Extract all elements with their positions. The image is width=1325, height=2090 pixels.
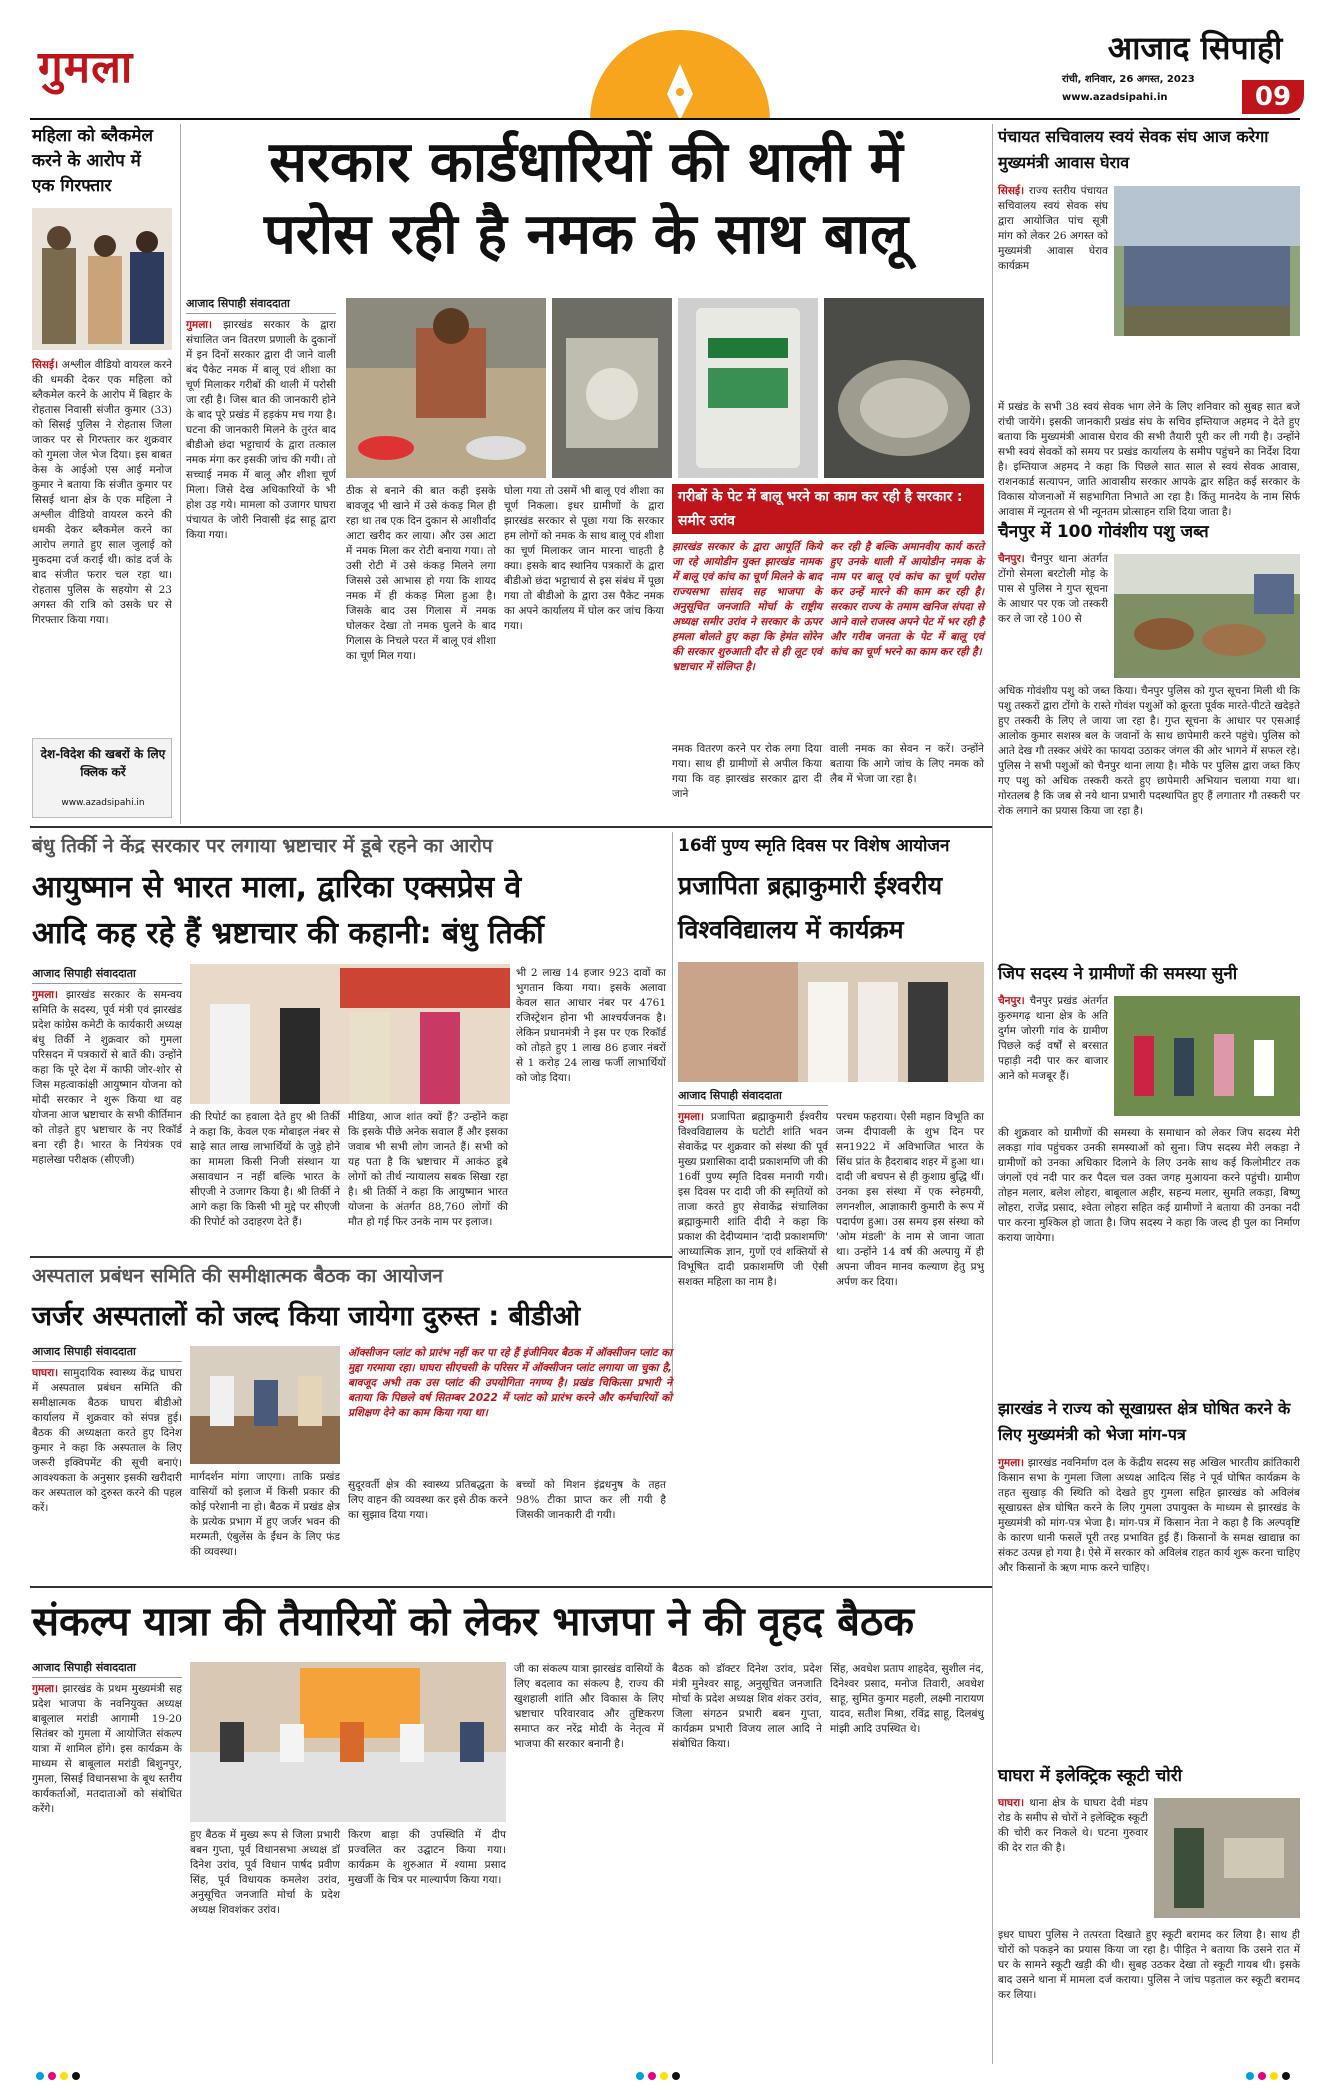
left-brief-body: सिसई। अश्लील वीडियो वायरल करने की धमकी देकर एक महिला को ब्लैकमेल करने के आरोप में बिहार के रोहतास निवासी संजीत कुमार (33) को सिसई पुलिस ने रोहतास जिला जाकर पर से गिरफ्तार कर शुक्रवार को गुमला जेल भेज दिया। इस बाबत केस के आईओ एस आई मनोज कुमार ने बताया कि संजीत कुमार पर सिसई थाना क्षेत्र के एक महिला ने अश्लील वीडियो वायरल करने की धमकी देकर ब्लैकमेल करने का आरोप लगाते हुए साल जुलाई को मुकदमा दर्ज कराई थी। कांड दर्ज के बाद संजीत फरार चल रहा था। रोहतास पुलिस के सहयोग से 23 अगस्त की रात्रि को उसके घर से गिरफ्तार किया गया। <box>32 359 172 626</box>
police-station-photo <box>1154 1798 1300 1918</box>
right5-body-full: इधर घाघरा पुलिस ने तत्परता दिखाते हुए स्कूटी बरामद कर लिया है। साथ ही चोरों को पकड़ने का प्रयास किया जा रहा है। पीड़ित ने बताया कि उसने रात में घर के सामने स्कूटी खड़ी की थी। सुबह उठकर देखा तो स्कूटी गायब थी। इसके बाद उसने थाना में मामला दर्ज कराया। पुलिस ने जांच पड़ताल कर स्कूटी बरामद कर लिया। <box>998 1929 1300 2001</box>
right3-body-col1: चैनपुर। चैनपुर प्रखंड अंतर्गत कुरुमगढ़ थाना क्षेत्र के अति दुर्गम जोरगी गांव के ग्रामीण पिछले कई वर्षों से बरसात पहाड़ी नदी पार कर बाजार आने को मजबूर हैं। <box>998 995 1108 1082</box>
story2-headline-line2: आदि कह रहे हैं भ्रष्टाचार की कहानी: बंधु तिर्की <box>32 916 544 951</box>
dateline: रांची, शनिवार, 26 अगस्त, 2023 <box>1062 74 1195 85</box>
story4-byline: आजाद सिपाही संवाददाता <box>32 1344 182 1362</box>
lead-headline-line2: परोस रही है नमक के साथ बालू <box>263 202 909 267</box>
lead-body-col3: घोला गया तो उसमें भी बालू एवं शीशा का चूर्ण निकला। इधर ग्रामीणों के द्वारा झारखंड सरकार से पूछा गया कि सरकार हम लोगों को नमक के साथ बालू एवं शीशा का चूर्ण मिलाकर जान मारना चाहती है क्या। इसके बाद स्थानिय पत्रकारों के द्वारा बीडीओ छंदा भट्टाचार्य से इस संबंध में पूछा गया तो बीडीओ के द्वारा उस पैकेट नमक का अपने कार्यालय में घोल कर जांच किया गया। <box>504 485 664 632</box>
story4-kicker: अस्पताल प्रबंधन समिति की समीक्षात्मक बैठक का आयोजन <box>32 1265 443 1287</box>
story5-body-col4: जी का संकल्प यात्रा झारखंड वासियों के लिए बदलाव का संकल्प है, राज्य की खुशहाली शांति और विकास के लिए भ्रष्टाचार परिवारवाद और तुष्टिकरण समाप्त कर नरेंद्र मोदी के नेतृत्व में भाजपा की सरकार बनानी है। <box>514 1663 664 1750</box>
website-link[interactable]: www.azadsipahi.in <box>1062 92 1168 103</box>
brahmakumari-event-photo <box>678 962 984 1082</box>
story5-headline: संकल्प यात्रा की तैयारियों को लेकर भाजपा ने की वृहद बैठक <box>32 1599 914 1645</box>
story2-body-col1: गुमला। झारखंड सरकार के समन्वय समिति के सदस्य, पूर्व मंत्री एवं झारखंड प्रदेश कांग्रेस कमेटी के कार्यकारी अध्यक्ष बंधु तिर्की ने शुक्रवार को गुमला परिसदन में पत्रकारों से बातें की। उन्होंने कहा कि पूरे देश में काफी जोर-शोर से जिस महत्वाकांक्षी आयुष्मान योजना को मोदी सरकार ने शुरू किया था वह योजना आज भ्रष्टाचार के सभी कीर्तिमान को तोड़ते हुए भ्रष्टाचार के नए रिकॉर्ड बना रही है। भारत के नियंत्रक एवं महालेखा परीक्षक (सीएजी) <box>32 989 182 1166</box>
web-ad-box[interactable] <box>32 738 172 818</box>
sand-in-salt-photo <box>824 298 984 478</box>
pen-nib-sun-logo-icon <box>585 46 775 120</box>
hospital-meeting-photo <box>190 1346 340 1464</box>
right3-headline: जिप सदस्य ने ग्रामीणों की समस्या सुनी <box>998 964 1238 984</box>
story2-body-col3: मीडिया, आज शांत क्यों हैं? उन्होंने कहा कि इसके पीछे अनेक सवाल हैं और इसका जवाब भी सभी लोग जानते हैं। सभी को यह पता है कि भ्रष्टाचार में आकंठ डूबे लोगों को तीर्थ न्यायालय सबक सिखा रहा है। श्री तिर्की ने कहा कि आयुष्मान भारत योजना के अंतर्गत 88,760 लोगों की मौत हो गई फिर उनके नाम पर इलाज। <box>348 1111 508 1228</box>
story2-byline: आजाद सिपाही संवाददाता <box>32 966 182 984</box>
press-conference-photo <box>190 964 510 1104</box>
oxygen-plant-callout: ऑक्सीजन प्लांट को प्रारंभ नहीं कर पा रहे हैं इंजीनियर बैठक में ऑक्सीजन प्लांट का मुद्दा गरमाया रहा। घाघरा सीएचसी के परिसर में ऑक्सीजन प्लांट लगाया जा चुका है, बावजूद अभी तक उस प्लांट की उपयोगिता नगण्य है। प्रखंड चिकित्सा प्रभारी ने बताया कि पिछले वर्ष सितम्बर 2022 में प्लांट को प्रारंभ करने और कर्मचारियों को प्रशिक्षण देने का काम किया गया था। <box>348 1347 672 1419</box>
right1-headline: पंचायत सचिवालय स्वयं सेवक संघ आज करेगा मुख्यमंत्री आवास घेराव <box>998 127 1269 172</box>
right4-body: गुमला। झारखंड नवनिर्माण दल के केंद्रीय सदस्य सह अखिल भारतीय क्रांतिकारी किसान सभा के गुमला जिला अध्यक्ष आदित्य सिंह ने पूर्व घोषित कार्यक्रम के तहत सुखाड़ की स्थिति को देखते हुए गुमला सहित झारखंड को अविलंब सूखाग्रस्त क्षेत्र घोषित करने के लिए गुमला उपायुक्त के माध्यम से झारखंड के मुख्यमंत्री को मांग-पत्र भेजा है। मांग-पत्र में किसान नेता ने कहा है कि अल्पवृष्टि के कारण धानी फसलें पूरी तरह प्रभावित हुई हैं। किसानों के समक्ष खाद्यान्न का संकट उत्पन्न हो गया है। ऐसे में सरकार को अविलंब राहत कार्य शुरू करना चाहिए और किसानों के ऋण माफ करने चाहिए। <box>998 1457 1300 1574</box>
iodized-salt-pack-photo <box>678 298 818 478</box>
salt-packet-photo <box>552 298 672 478</box>
lead-tail-col2: वाली नमक का सेवन न करें। उन्होंने बताया कि आगे जांच के लिए नमक को लैब में भेजा जा रहा है। <box>830 743 984 785</box>
arrest-photo <box>32 208 172 350</box>
right1-body-full: में प्रखंड के सभी 38 स्वयं सेवक भाग लेने के लिए शनिवार को सुबह सात बजे रांची जायेंगे। इसकी जानकारी प्रखंड संघ के सचिव इम्तियाज अहमद ने देते हुए बताया कि मुख्यमंत्री आवास घेराव की सभी तैयारी पूरी कर ली गयी है। उन्होंने सभी स्वयं सेवकों को समय पर प्रखंड कार्यालय के समीप पहुंचने का निर्देश दिया है। इम्तियाज अहमद ने कहा कि पिछले सात साल से स्वयं सेवक आवास, राशनकार्ड सत्यापन, जाति आवासीय सरकार आपके द्वार सहित कई सरकार के विकास योजनाओं में सहभागिता निभाते आ रहा है। किंतु मानदेय के नाम सिर्फ आवास में न्यूनतम से भी न्यूनतम प्रोत्साहन राशि दिया जाता है। <box>998 401 1300 518</box>
lead-photo-caption: गरीबों के पेट में बालू भरने का काम कर रही है सरकार : समीर उरांव <box>672 484 984 534</box>
lead-body-col2: ठीक से बनाने की बात कही इसके बावजूद भी खाने में उसे कंकड़ मिल ही रहा था तब एक दिन दुकान से आशीर्वाद आटा खरीद कर लाया। और उस आटा में नमक मिला कर रोटी बनाया गया। तो उसी रोटी में उसे कंकड़ मिलने लगा जिससे उसे आभास हो गया कि शायद नमक में ही कंकड़ मिला हुआ है। जिसके बाद उस गिलास में नमक घोलकर देखा तो नमक घुलने के बाद गिलास के निचले परत में बालू एवं शीशा का चूर्ण मिल गया। <box>346 485 496 662</box>
story3-byline: आजाद सिपाही संवाददाता <box>678 1088 828 1106</box>
color-registration-marks <box>0 2066 1325 2086</box>
story4-body-col2: मार्गदर्शन मांगा जाएगा। ताकि प्रखंड वासियों को इलाज में किसी प्रकार की कोई परेशानी ना हो। बैठक में प्रखंड क्षेत्र के प्रत्येक प्रभाग में हुए जर्जर भवन की मरम्मती, एंबुलेंस के ईंधन के लिए फंड की व्यवस्था। <box>190 1471 340 1558</box>
right4-headline: झारखंड ने राज्य को सूखाग्रस्त क्षेत्र घोषित करने के लिए मुख्यमंत्री को भेजा मांग-पत्र <box>998 1399 1291 1444</box>
story5-body-col5: बैठक को डॉक्टर दिनेश उरांव, प्रदेश मंत्री मुनेश्वर साहू, अनुसूचित जनजाति मोर्चा के प्रदेश अध्यक्ष शिव शंकर उरांव, जिला संगठन प्रभारी बबन गुप्ता, कार्यक्रम प्रभारी विजय लाल आदि ने संबोधित किया। <box>672 1663 822 1750</box>
story3-kicker: 16वीं पुण्य स्मृति दिवस पर विशेष आयोजन <box>678 836 950 856</box>
lead-quote-col1: झारखंड सरकार के द्वारा आपूर्ति किये जा रहे आयोडीन युक्त झारखंड नामक में बालू एवं कांच का चूर्ण मिलने के बाद राज्यसभा सांसद सह भाजपा के अनुसूचित जनजाति मोर्चा के राष्ट्रीय अध्यक्ष समीर उरांव ने सरकार के ऊपर हमला बोलते हुए कहा कि हेमंत सोरेन की सरकार शुरुआती दौर से ही लूट एवं भ्रष्टाचार में संलिप्त है। <box>672 541 822 673</box>
story3-body-col1: गुमला। प्रजापिता ब्रह्माकुमारी ईश्वरीय विश्वविद्यालय के घटोटी शांति भवन सेवाकेंद्र पर शुक्रवार को संस्था की पूर्व मुख्य प्रशासिका दादी प्रकाशमणि जी की 16वीं पुण्य स्मृति दिवस मनायी गयी। इस दिवस पर दादी जी की स्मृतियों को ताजा करते हुए सेवाकेंद्र संचालिका ब्रह्माकुमारी शांति दीदी ने कहा कि प्रकाश की देदीप्यमान 'दादी प्रकाशमणि' आध्यात्मिक ज्ञान, गुणों एवं शक्तियों से विभूषित दादी प्रकाशमणि जी ऐसी सशक्त महिला का नाम है। <box>678 1111 829 1288</box>
story2-body-col4: भी 2 लाख 14 हजार 923 दावों का भुगतान किया गया। इसके अलावा केवल सात आधार नंबर पर 4761 रजिस्ट्रेशन होना भी आश्चर्यजनक है। लेकिन प्रधानमंत्री ने इस पर एक रिकॉर्ड को तोड़ते हुए 1 लाख 86 हजार नंबरों से 1 करोड़ 24 लाख फर्जी लाभार्थियों को जोड़ दिया। <box>516 967 666 1084</box>
right2-body-col1: चैनपुर। चैनपुर थाना अंतर्गत टोंगो सेमला बरटोली मोड़ के पास से पुलिस ने गुप्त सूचना के आधार पर एक जो तस्करी कर ले जा रहे 100 से <box>998 553 1108 625</box>
page-number: 09 <box>1242 80 1304 114</box>
lead-tail-col1: नमक वितरण करने पर रोक लगा दिया गया। साथ ही ग्रामीणों से अपील किया गया कि वह झारखंड सरकार द्वारा दी जाने <box>672 743 822 800</box>
right2-headline: चैनपुर में 100 गोवंशीय पशु जब्त <box>998 522 1209 542</box>
right3-body-full: की शुक्रवार को ग्रामीणों की समस्या के समाधान को लेकर जिप सदस्य मेरी लकड़ा गांव पहुंचकर उनकी समस्याओं को सुना। जिप सदस्य मेरी लकड़ा ने ग्रामीणों को उनका अधिकार दिलाने के लिए उनके साथ कई किलोमीटर तक जंगलों एवं नदी पार कर पैदल चल उक्त जगह मुआयना करने पहुंची। ग्रामीण तोहन मलार, बलेश लोहरा, बाबूलाल अहीर, सहन्य मलार, सुमति लकड़ा, बिष्णु लोहरा, राजेंद्र प्रसाद, श्वेता लोहरा सहित कई ग्रामीणों ने बताया की उनका नदी पार करना मुश्किल हो जाता है। जिप सदस्य ने कहा कि जल्द ही पुल का निर्माण कराया जायेगा। <box>998 1127 1300 1244</box>
right2-body-full: अधिक गोवंशीय पशु को जब्त किया। चैनपुर पुलिस को गुप्त सूचना मिली थी कि पशु तस्करों द्वारा टोंगो के रास्ते गोवंश पशुओं को क्रूरता पूर्वक मारते-पीटते खदेड़ते हुए तस्करी के लिए ले जाया जा रहा है। गुप्त सूचना के आधार पर एसआई आलोक कुमार सशस्त्र बल के जवानों के साथ छापेमारी करने पहुंचे। पुलिस को आते देख गौ तस्कर अंधेरे का फायदा उठाकर जंगल की ओर भागने में सफल रहे। पुलिस ने सभी पशुओं को चैनपुर थाना लाया है। मौके पर पुलिस द्वारा जब्त किए गए पशु को अधिक तस्करी करते हुए छापेमारी अभियान चलाया गया था। गोरतलब है कि जब से नये थाना प्रभारी पदस्थापित हुए हैं लगातार गौ तस्करी पर रोक लगाने का प्रयास किया जा रहा है। <box>998 685 1300 817</box>
villagers-meeting-photo <box>1114 996 1300 1116</box>
story5-body-col3: किरण बाड़ा की उपस्थिति में दीप प्रज्वलित कर उद्घाटन किया गया। कार्यक्रम के शुरुआत में श्यामा प्रसाद मुखर्जी के चित्र पर माल्यार्पण किया गया। <box>348 1829 506 1886</box>
story4-body-col4: बच्चों को मिशन इंद्रधनुष के तहत 98% टीका प्राप्त कर ली गयी है जिसकी जानकारी दी गयी। <box>516 1479 666 1521</box>
volunteers-group-photo <box>1114 186 1300 336</box>
story5-byline: आजाद सिपाही संवाददाता <box>32 1660 182 1678</box>
story4-body-col1: घाघरा। सामुदायिक स्वास्थ्य केंद्र घाघरा में अस्पताल प्रबंधन समिति की समीक्षात्मक बैठक घाघरा बीडीओ कार्यालय में शुक्रवार को संपन्न हुई। बैठक की अध्यक्षता करते हुए दिनेश कुमार ने कहा कि अस्पताल के लिए जरूरी इक्विपमेंट की सूची बनाएं। आवश्यकता के अनुसार इसकी खरीदारी कर अस्पताल को दुरुस्त करने की पहल करें। <box>32 1367 182 1514</box>
web-ad-text: देश-विदेश की खबरों के लिए क्लिक करें <box>40 747 166 779</box>
story2-headline-line1: आयुष्मान से भारत माला, द्वारिका एक्सप्रेस वे <box>32 870 522 905</box>
story5-body-col1: गुमला। झारखंड के प्रथम मुख्यमंत्री सह प्रदेश भाजपा के नवनियुक्त अध्यक्ष बाबूलाल मरांडी आगामी 19-20 सितंबर को गुमला में आयोजित संकल्प यात्रा में शामिल होंगे। इस कार्यक्रम के माध्यम से बाबूलाल मरांडी बिशुनपुर, गुमला, सिसई विधानसभा के बूथ स्तरीय कार्यकर्ताओं, मतदाताओं को संबोधित करेंगे। <box>32 1683 183 1815</box>
lead-headline-line1: सरकार कार्डधारियों की थाली में <box>269 130 903 195</box>
right1-body-col1: सिसई। राज्य स्तरीय पंचायत सचिवालय स्वयं सेवक संघ द्वारा आयोजित पांच सूत्री मांग को लेकर 26 अगस्त को मुख्यमंत्री आवास घेराव कार्यक्रम <box>998 185 1109 272</box>
masthead <box>0 0 1325 120</box>
story4-headline: जर्जर अस्पतालों को जल्द किया जायेगा दुरुस्त : बीडीओ <box>32 1301 581 1332</box>
right5-headline: घाघरा में इलेक्ट्रिक स्कूटी चोरी <box>998 1766 1183 1786</box>
lead-quote-col2: कर रही है बल्कि अमानवीय कार्य करते हुए उनके थाली में आयोडीन नमक के नाम पर बालू एवं कांच का चूर्ण परोस कर उन्हें मारने की काम कर रही है। सरकार राज्य के तमाम खनिज संपदा से आने वाले राजस्व अपने पेट में भर रही है और गरीब जनता के पेट में बालू एवं कांच का चूर्ण भरने का काम कर रही है। <box>830 541 984 658</box>
seized-cattle-photo <box>1114 554 1300 678</box>
paper-name-logo: आजाद सिपाही <box>1107 29 1283 67</box>
story3-body-col2: परचम फहराया। ऐसी महान विभूति का जन्म दीपावली के शुभ दिन पर सन1922 में अविभाजित भारत के सिंध प्रांत के हैदराबाद शहर में हुआ था। दादी जी बचपन से ही कुशाग्र बुद्धि थीं। उनका इस संस्था में एक स्नेहमयी, लगनशील, आज्ञाकारी कुमारी के रूप में पदार्पण हुआ। उस समय इस संस्था को 'ओम मंडली' के नाम से जाना जाता था। उन्होंने 14 वर्ष की अल्पायु में ही अपना जीवन मानव कल्याण हेतु प्रभु अर्पण कर दिया। <box>836 1111 984 1288</box>
story3-headline: प्रजापिता ब्रह्माकुमारी ईश्वरीय विश्वविद्यालय में कार्यक्रम <box>678 871 943 944</box>
story5-body-col2: हुए बैठक में मुख्य रूप से जिला प्रभारी बबन गुप्ता, पूर्व विधानसभा अध्यक्ष डॉ दिनेश उरांव, पूर्व विधान पार्षद प्रवीण सिंह, पूर्व विधायक कमलेश उरांव, अनुसूचित जनजाति मोर्चा के प्रदेश अध्यक्ष शिवशंकर उरांव। <box>190 1829 340 1916</box>
story4-body-col3: सुदूरवर्ती क्षेत्र की स्वास्थ्य प्रतिबद्धता के लिए वाहन की व्यवस्था कर इसे ठीक करने का सुझाव दिया गया। <box>348 1479 508 1521</box>
lead-byline: आजाद सिपाही संवाददाता <box>186 296 336 314</box>
right5-body-col1: घाघरा। थाना क्षेत्र के घाघरा देवी मंडप रोड के समीप से चोरों ने इलेक्ट्रिक स्कूटी की चोरी कर निकले थे। घटना गुरुवार की देर रात की है। <box>998 1797 1148 1854</box>
bjp-meeting-photo <box>190 1662 506 1822</box>
web-ad-url[interactable]: www.azadsipahi.in <box>61 798 145 808</box>
story2-body-col2: की रिपोर्ट का हवाला देते हुए श्री तिर्की ने कहा कि, केवल एक मोबाइल नंबर से साढ़े सात लाख लाभार्थियों के जुड़े होने का मामला किसी निजी संस्थान या असावधान न नहीं बल्कि भारत के सीएजी ने उजागर किया है। श्री तिर्की ने आगे कहा कि किसी भी मुद्दे पर सीएजी की रिपोर्ट को उदाहरण देते हैं। <box>190 1111 340 1228</box>
story2-kicker: बंधु तिर्की ने केंद्र सरकार पर लगाया भ्रष्टाचार में डूबे रहने का आरोप <box>32 835 493 857</box>
section-name: गुमला <box>38 42 134 93</box>
lead-body-col1: गुमला। झारखंड सरकार के द्वारा संचालित जन वितरण प्रणाली के दुकानों में इन दिनों सरकार द्वारा दी जाने वाली बंद पैकेट नमक में बालू एवं शीशा का चूर्ण मिलाकर गरीबों की थाली में परोसी जा रही है। जिस बात की जानकारी होने के बाद पूरे प्रखंड में हड़कंप मच गया है। घटना की जानकारी मिलने के तुरंत बाद बीडीओ छंदा भट्टाचार्य के द्वारा तत्काल नमक मंगा कर इसकी जांच की गयी। तो सच्चाई नमक में बालू और शीशा चूर्ण मिला। जिसे देख अधिकारियों के भी होश उड़ गये। मामला को उजागर घाघरा पंचायत के जोरी निवासी इंद्र साहू द्वारा किया गया। <box>186 319 337 541</box>
story5-body-col6: सिंह, अवधेश प्रताप शाहदेव, सुशील नंद, दिनेश्वर प्रसाद, मनोज तिवारी, अवधेश साहू, सुमित कुमार महली, लक्ष्मी नारायण यादव, सतीश मिश्रा, रविंद्र साहू, दिलबंधु मांझी आदि उपस्थित थे। <box>830 1663 984 1735</box>
salt-vendor-photo <box>346 298 546 478</box>
left-brief-headline: महिला को ब्लैकमेल करने के आरोप में एक गिरफ्तार <box>32 126 153 196</box>
